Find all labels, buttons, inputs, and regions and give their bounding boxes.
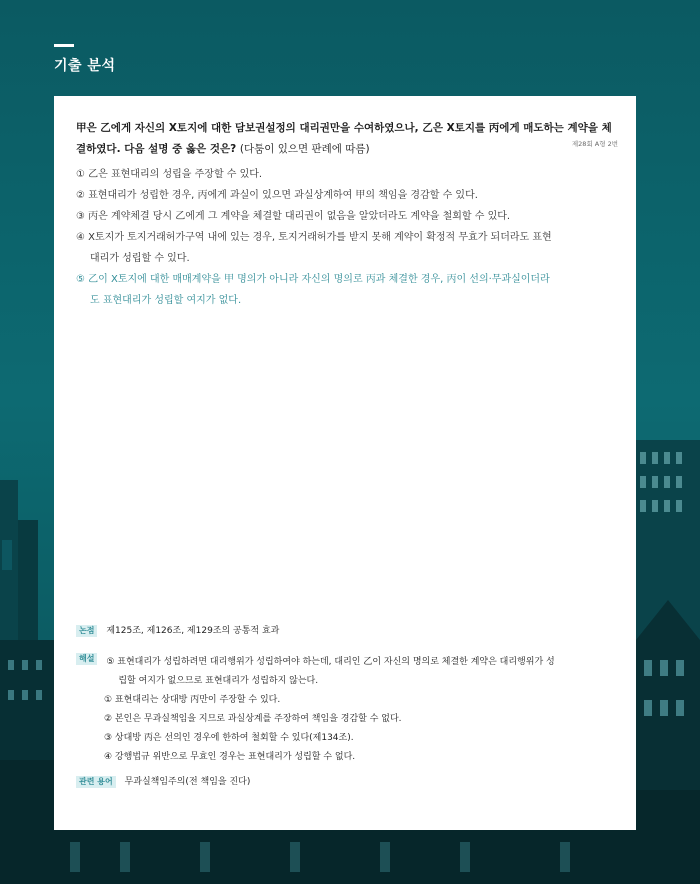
- related-terms-row: [76, 773, 620, 792]
- explanation-body: [106, 653, 616, 691]
- option-3-text: ③ 丙은 계약체결 당시 乙에게 그 계약을 체결할 대리권이 없음을 알았더라도 계약을 철회할 수 있다.: [76, 211, 511, 222]
- option-1-text: ① 乙은 표현대리의 성립을 주장할 수 있다.: [76, 169, 263, 180]
- option-4-text: ④ X토지가 토지거래허가구역 내에 있는 경우, 토지거래허가를 받지 못해 계약이 확정적 무효가 되더라도 표현: [76, 232, 552, 243]
- option-4: [76, 227, 620, 269]
- explanation-sub-4: ④ 강행법규 위반으로 무효인 경우는 표현대리가 성립할 수 없다.: [104, 752, 356, 762]
- question-source: 제28회 A형 2번: [571, 140, 618, 148]
- question-card: [54, 96, 636, 830]
- question-text: 甲은 乙에게 자신의 X토지에 대한 담보권설정의 대리권만을 수여하였으나, 乙은 X토지를 丙에게 매도하는 계약을 체결하였다. 다음 설명 중 옳은 것은?: [76, 122, 612, 155]
- explanation-sub-2: ② 본인은 무과실책임을 지므로 과실상계를 주장하여 책임을 경감할 수 없다.: [104, 714, 402, 724]
- explanation-line-1: ⑤ 표현대리가 성립하려면 대리행위가 성립하여야 하는데, 대리인 乙이 자신의 명의로 체결한 계약은 대리행위가 성: [106, 657, 555, 667]
- answer-options: [76, 164, 620, 311]
- explanation-sub-3: ③ 상대방 丙은 선의인 경우에 한하여 철회할 수 있다(제134조).: [104, 733, 354, 743]
- answer-section: [76, 622, 620, 792]
- option-4-text-cont: 대리가 성립할 수 있다.: [90, 253, 190, 264]
- question-note: (다툼이 있으면 판례에 따름): [239, 143, 370, 155]
- option-1: [76, 164, 620, 185]
- topic-row: [76, 622, 620, 641]
- related-terms-tag: 관련 용어: [76, 776, 116, 788]
- topic-text: 제125조, 제126조, 제129조의 공통적 효과: [106, 626, 280, 636]
- option-5-text: ⑤ 乙이 X토지에 대한 매매계약을 甲 명의가 아니라 자신의 명의로 丙과 체결한 경우, 丙이 선의·무과실이더라: [76, 274, 550, 285]
- explanation-sub-1: ① 표현대리는 상대방 丙만이 주장할 수 있다.: [104, 695, 281, 705]
- explanation-tag: 해설: [76, 653, 97, 665]
- section-header: [54, 44, 115, 75]
- option-5-correct: [76, 269, 620, 311]
- question-stem: [76, 118, 618, 160]
- option-3: [76, 206, 620, 227]
- section-accent-bar: [54, 44, 74, 47]
- explanation-line-2: 립할 여지가 없으므로 표현대리가 성립하지 않는다.: [118, 676, 319, 686]
- related-terms-text: 무과실책임주의(전 책임을 진다): [124, 777, 251, 787]
- topic-tag: 논점: [76, 625, 97, 637]
- option-2-text: ② 표현대리가 성립한 경우, 丙에게 과실이 있으면 과실상계하여 甲의 책임을 경감할 수 있다.: [76, 190, 478, 201]
- section-title: 기출 분석: [54, 58, 116, 74]
- explanation: [76, 653, 620, 767]
- option-2: [76, 185, 620, 206]
- option-5-text-cont: 도 표현대리가 성립할 여지가 없다.: [90, 295, 242, 306]
